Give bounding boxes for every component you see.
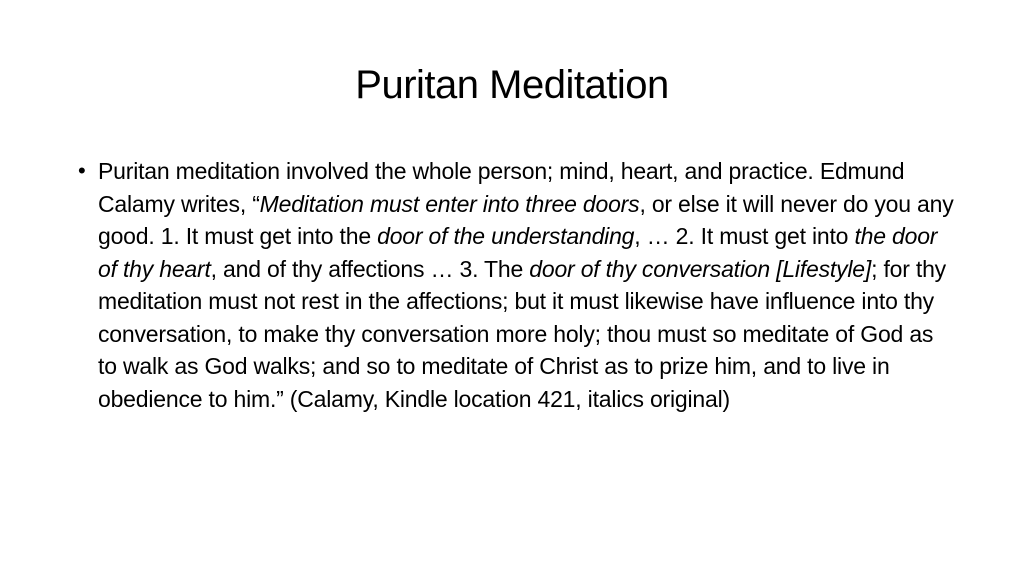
bullet-text [98, 155, 956, 415]
bullet-marker: • [78, 158, 86, 183]
text-run: ; for thy meditation must not rest in the affections; but it must likewise have influence into thy conversation, to make thy conversation more holy; thou must so meditate of God as to walk as God walks; and so to meditate of Christ as to prize him, and to live in obedience to him.” (Calamy, Kindle location 421, italics original) [98, 255, 946, 412]
text-run: , and of thy affections … 3. The [210, 255, 530, 282]
italic-text-run: door of the understanding [377, 223, 635, 249]
text-run: Puritan meditation involved the whole person; mind, heart, and practice. Edmund Calamy writes, “ [98, 158, 905, 217]
slide-body [76, 155, 956, 515]
bullet-item [76, 155, 956, 415]
text-run: , … 2. It must get into [634, 223, 855, 249]
italic-text-run: the door of thy heart [98, 223, 938, 282]
italic-text-run: door of thy conversation [Lifestyle] [529, 255, 872, 282]
italic-text-run: Meditation must enter into three doors [259, 190, 640, 217]
slide-title: Puritan Meditation [355, 63, 669, 107]
text-run: , or else it will never do you any good. 1. It must get into the [98, 190, 954, 249]
